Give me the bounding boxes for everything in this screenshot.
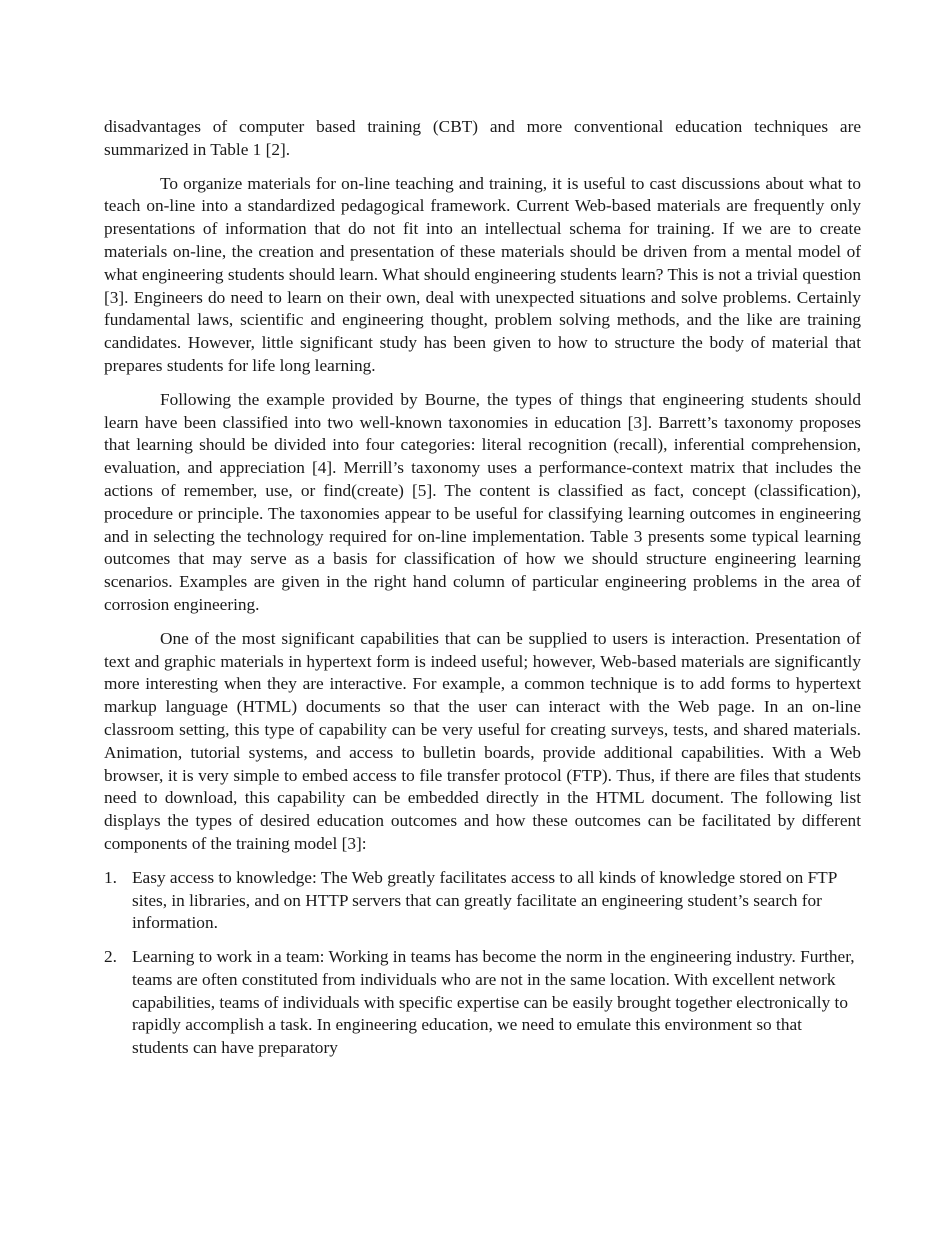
paragraph-pedagogical-framework: To organize materials for on-line teaching and training, it is useful to cast discussions about what to teach on-line into a standardized pedagogical framework. Current Web-based materials are frequently only presentations of information that do not fit into an intellectual schema for training. If we are to create materials on-line, the creation and presentation of these materials should be driven from a mental model of what engineering students should learn. What should engineering students learn? This is not a trivial question [3]. Engineers do need to learn on their own, deal with unexpected situations and solve problems. Certainly fundamental laws, scientific and engineering thought, problem solving methods, and the like are training candidates. However, little significant study has been given to how to structure the body of material that prepares students for life long learning. — [104, 173, 861, 375]
paragraph-taxonomies: Following the example provided by Bourne, the types of things that engineering students should learn have been classified into two well-known taxonomies in education [3]. Barrett’s taxonomy proposes that learning should be divided into four categories: literal recognition (recall), inferential comprehension, evaluation, and appreciation [4]. Merrill’s taxonomy uses a performance-context matrix that includes the actions of remember, use, or find(create) [5]. The content is classified as fact, concept (classification), procedure or principle. The taxonomies appear to be useful for classifying learning outcomes in engineering and in selecting the technology required for on-line implementation. Table 3 presents some typical learning outcomes that may serve as a basis for classification of how we should structure engineering learning scenarios. Examples are given in the right hand column of particular engineering problems in the area of corrosion engineering. — [104, 389, 861, 614]
list-item-text: Easy access to knowledge: The Web greatly facilitates access to all kinds of knowledge stored on FTP sites, in libraries, and on HTTP servers that can greatly facilitate an engineering student’s search for information. — [132, 867, 837, 933]
outcomes-list — [104, 867, 861, 1060]
list-item-number: 1. — [104, 867, 117, 887]
list-item-text: Learning to work in a team: Working in teams has become the norm in the engineering industry. Further, teams are often constituted from individuals who are not in the same location. With excellent network capabilities, teams of individuals with specific expertise can be easily brought together electronically to rapidly accomplish a task. In engineering education, we need to emulate this environment so that students can have preparatory — [132, 947, 855, 1058]
paragraph-interaction: One of the most significant capabilities that can be supplied to users is interaction. Presentation of text and graphic materials in hypertext form is indeed useful; however, Web-based materials are significantly more interesting when they are interactive. For example, a common technique is to add forms to hypertext markup language (HTML) documents so that the user can interact with the Web page. In an on-line classroom setting, this type of capability can be very useful for creating surveys, tests, and shared materials. Animation, tutorial systems, and access to bulletin boards, provide additional capabilities. With a Web browser, it is very simple to embed access to file transfer protocol (FTP). Thus, if there are files that students need to download, this capability can be embedded directly in the HTML document. The following list displays the types of desired education outcomes and how these outcomes can be facilitated by different components of the training model [3]: — [104, 628, 861, 853]
document-page — [104, 116, 861, 1071]
list-item-number: 2. — [104, 947, 117, 967]
list-item — [104, 867, 861, 935]
paragraph-continuation: disadvantages of computer based training (CBT) and more conventional education techniques are summarized in Table 1 [2]. — [104, 117, 861, 159]
list-item — [104, 946, 861, 1060]
